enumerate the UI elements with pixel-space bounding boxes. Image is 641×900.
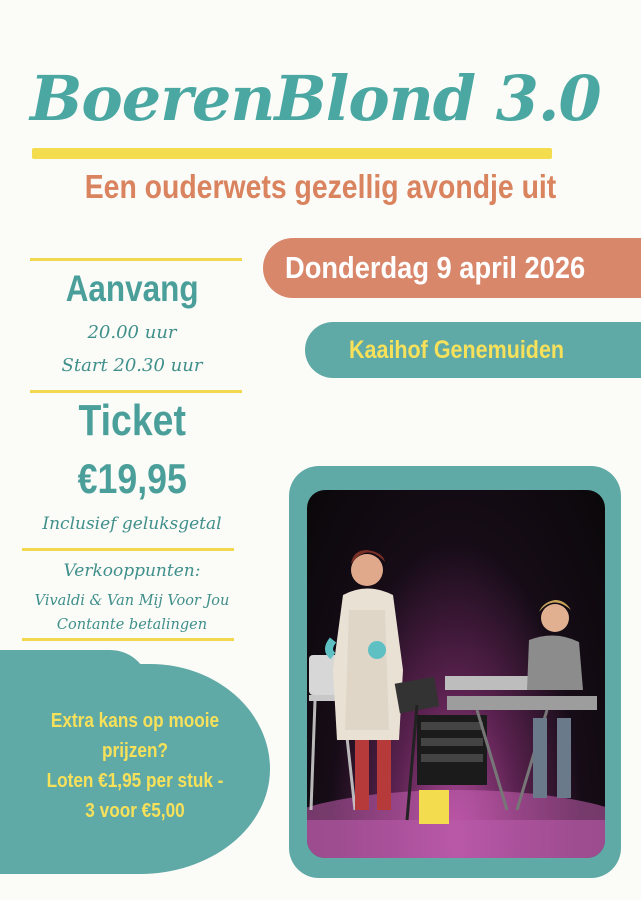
title-underline: [32, 148, 552, 159]
lottery-bundle: 3 voor €5,00: [85, 800, 185, 822]
lottery-price: Loten €1,95 per stuk -: [46, 770, 224, 792]
singer-figure: [329, 550, 403, 810]
start-time: Start 20.30 uur: [61, 355, 203, 376]
verkooppunten-heading: Verkooppunten:: [63, 561, 201, 581]
extra-chance-text: [10, 706, 260, 826]
ticket-price: €19,95: [77, 455, 187, 502]
ticket-note: Inclusief geluksgetal: [42, 514, 222, 534]
divider: [30, 390, 242, 393]
poster-title: BoerenBlond 3.0: [30, 62, 601, 135]
yellow-bucket: [419, 790, 449, 824]
extra-line: Extra kans op mooie: [50, 710, 220, 732]
stage-photo: [307, 490, 605, 858]
stage-illustration: [307, 490, 605, 858]
date-banner: [263, 238, 641, 298]
equipment-rack: [417, 715, 487, 785]
divider: [30, 258, 242, 261]
extra-line: prijzen?: [102, 740, 168, 762]
divider: [22, 638, 234, 641]
ticket-heading: Ticket: [78, 396, 186, 445]
event-date: Donderdag 9 april 2026: [285, 250, 586, 285]
payment-note: Contante betalingen: [56, 617, 208, 633]
divider: [22, 548, 234, 551]
verkooppunt-shops: Vivaldi & Van Mij Voor Jou: [34, 593, 230, 609]
event-venue: Kaaihof Genemuiden: [349, 335, 565, 364]
venue-banner: [305, 322, 641, 378]
aanvang-time: 20.00 uur: [87, 322, 177, 343]
poster-subtitle: Een ouderwets gezellig avondje uit: [84, 168, 557, 205]
aanvang-heading: Aanvang: [65, 268, 199, 309]
